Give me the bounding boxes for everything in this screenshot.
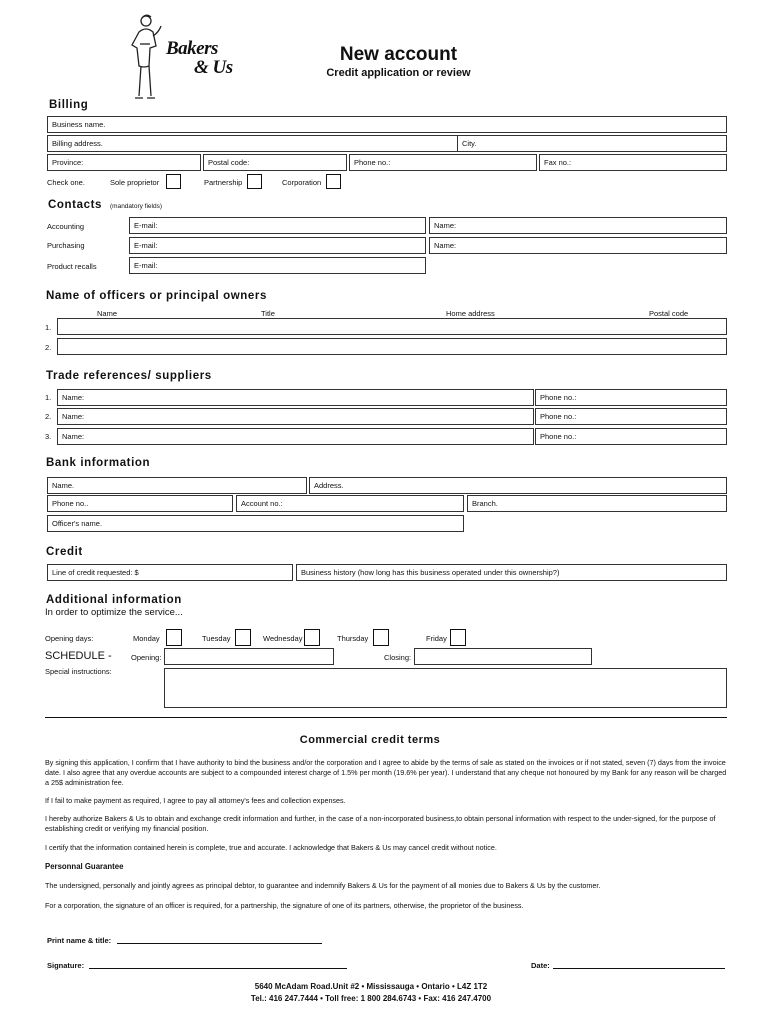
- corporation-checkbox[interactable]: [326, 174, 341, 189]
- footer-address: 5640 McAdam Road.Unit #2 • Mississauga • Ontario • L4Z 1T2: [254, 982, 488, 991]
- purchasing-email-field[interactable]: [129, 237, 426, 254]
- terms-paragraph-6: For a corporation, the signature of an officer is required, for a partnership, the signature of one of its partners, otherwise, the proprietor of the business.: [45, 901, 524, 910]
- trade-3-phone-field[interactable]: [535, 428, 727, 445]
- print-name-line[interactable]: [117, 943, 322, 944]
- bank-heading: Bank information: [46, 457, 151, 469]
- trade-row-number: 1.: [45, 393, 52, 402]
- trade-2-phone-field[interactable]: [535, 408, 727, 425]
- postal-code-label: Postal code:: [208, 158, 250, 167]
- date-line[interactable]: [553, 968, 725, 969]
- business-name-label: Business name.: [52, 120, 106, 129]
- bank-branch-label: Branch.: [472, 499, 498, 508]
- trade-3-name-field[interactable]: [57, 428, 534, 445]
- credit-heading: Credit: [46, 546, 83, 558]
- bank-branch-field[interactable]: [467, 495, 727, 512]
- check-one-label: Check one.: [47, 178, 85, 187]
- accounting-name-field[interactable]: [429, 217, 727, 234]
- bank-account-label: Account no.:: [241, 499, 283, 508]
- terms-heading: Commercial credit terms: [299, 734, 441, 746]
- bank-phone-field[interactable]: [47, 495, 233, 512]
- officers-col-name: Name: [97, 309, 118, 318]
- accounting-email-field[interactable]: [129, 217, 426, 234]
- trade-2-name-field[interactable]: [57, 408, 534, 425]
- purchasing-name-label: Name:: [434, 241, 457, 250]
- page-subtitle: Credit application or review: [326, 67, 471, 79]
- trade-phone-label: Phone no.:: [540, 432, 577, 441]
- sole-proprietor-label: Sole proprietor: [110, 178, 160, 187]
- partnership-checkbox[interactable]: [247, 174, 262, 189]
- business-name-field[interactable]: [47, 116, 727, 133]
- bank-address-field[interactable]: [309, 477, 727, 494]
- terms-paragraph-3: I hereby authorize Bakers & Us to obtain and exchange credit information and further, in the case of a non-incorporated business,to obtain personal information with respect to the under-signed, for the purpose of establishing credit or verifying my financial position.: [45, 814, 716, 833]
- officer-row-1-field[interactable]: [57, 318, 727, 335]
- officers-col-postal-code: Postal code: [649, 309, 689, 318]
- fax-field[interactable]: [539, 154, 727, 171]
- trade-name-label: Name:: [62, 432, 85, 441]
- fax-label: Fax no.:: [544, 158, 572, 167]
- billing-address-label: Billing address.: [52, 139, 103, 148]
- officers-col-title: Title: [261, 309, 275, 318]
- day-label-wednesday: Wednesday: [263, 634, 303, 643]
- officers-heading: Name of officers or principal owners: [46, 290, 267, 302]
- officers-col-home-address: Home address: [446, 309, 495, 318]
- bank-account-field[interactable]: [236, 495, 464, 512]
- closing-time-field[interactable]: [414, 648, 592, 665]
- brand-line-2: & Us: [194, 57, 233, 78]
- business-history-label: Business history (how long has this business operated under this ownership?): [301, 568, 560, 577]
- accounting-name-label: Name:: [434, 221, 457, 230]
- opening-label: Opening:: [131, 653, 162, 662]
- purchasing-email-label: E-mail:: [134, 241, 158, 250]
- trade-name-label: Name:: [62, 393, 85, 402]
- contacts-heading: Contacts: [48, 199, 103, 211]
- trade-name-label: Name:: [62, 412, 85, 421]
- bank-officer-label: Officer's name.: [52, 519, 103, 528]
- trade-1-phone-field[interactable]: [535, 389, 727, 406]
- terms-paragraph-5: The undersigned, personally and jointly agrees as principal debtor, to guarantee and indemnify Bakers & Us for the payment of all monies due to Bakers & Us by the customer.: [45, 881, 601, 890]
- officer-row-number: 2.: [45, 343, 52, 352]
- special-instructions-label: Special instructions:: [45, 667, 112, 676]
- sole-proprietor-checkbox[interactable]: [166, 174, 181, 189]
- day-label-thursday: Thursday: [337, 634, 369, 643]
- credit-line-label: Line of credit requested: $: [52, 568, 139, 577]
- special-instructions-field[interactable]: [164, 668, 727, 708]
- province-label: Province:: [52, 158, 84, 167]
- thursday-checkbox[interactable]: [373, 629, 389, 646]
- terms-paragraph-1: By signing this application, I confirm that I have authority to bind the business and/or the corporation and I agree to abide by the terms of sale as stated on the invoices or if not stated, seven (7) days from the invoice date. I also agree that any overdue accounts are subject to a compounded interest charge of 1.5% per month (19.6% per year). I understand that any cheque not honoured by my Bank for any reason will be charged a 25$ administration fee.: [45, 758, 727, 787]
- day-label-tuesday: Tuesday: [202, 634, 231, 643]
- phone-field[interactable]: [349, 154, 537, 171]
- terms-paragraph-4: I certify that the information contained herein is complete, true and accurate. I acknowledge that Bakers & Us may cancel credit without notice.: [45, 843, 497, 852]
- product-recalls-email-label: E-mail:: [134, 261, 158, 270]
- bank-name-field[interactable]: [47, 477, 307, 494]
- business-history-field[interactable]: [296, 564, 727, 581]
- credit-line-field[interactable]: [47, 564, 293, 581]
- bank-officer-field[interactable]: [47, 515, 464, 532]
- trade-phone-label: Phone no.:: [540, 412, 577, 421]
- partnership-label: Partnership: [204, 178, 243, 187]
- footer-contact: Tel.: 416 247.7444 • Toll free: 1 800 284.6743 • Fax: 416 247.4700: [250, 994, 492, 1003]
- wednesday-checkbox[interactable]: [304, 629, 320, 646]
- trade-row-number: 2.: [45, 412, 52, 421]
- monday-checkbox[interactable]: [166, 629, 182, 646]
- officer-row-2-field[interactable]: [57, 338, 727, 355]
- bank-address-label: Address.: [314, 481, 344, 490]
- contact-label-accounting: Accounting: [47, 222, 85, 231]
- day-label-friday: Friday: [426, 634, 447, 643]
- trade-row-number: 3.: [45, 432, 52, 441]
- trade-heading: Trade references/ suppliers: [46, 370, 212, 382]
- additional-subheading: In order to optimize the service...: [45, 607, 183, 618]
- bank-name-label: Name.: [52, 481, 75, 490]
- print-name-label: Print name & title:: [47, 936, 112, 945]
- phone-label: Phone no.:: [354, 158, 391, 167]
- additional-heading: Additional information: [46, 594, 182, 606]
- tuesday-checkbox[interactable]: [235, 629, 251, 646]
- day-label-monday: Monday: [133, 634, 160, 643]
- schedule-label: SCHEDULE -: [45, 650, 112, 662]
- contacts-note: (mandatory fields): [110, 203, 163, 210]
- trade-1-name-field[interactable]: [57, 389, 534, 406]
- section-divider: [45, 717, 727, 718]
- province-field[interactable]: [47, 154, 201, 171]
- bank-phone-label: Phone no..: [52, 499, 89, 508]
- officer-row-number: 1.: [45, 323, 52, 332]
- purchasing-name-field[interactable]: [429, 237, 727, 254]
- terms-paragraph-2: If I fail to make payment as required, I agree to pay all attorney's fees and collection expenses.: [45, 796, 346, 805]
- signature-label: Signature:: [47, 961, 85, 970]
- guarantee-heading: Personnal Guarantee: [45, 862, 124, 871]
- corporation-label: Corporation: [282, 178, 322, 187]
- closing-label: Closing:: [384, 653, 412, 662]
- product-recalls-email-field[interactable]: [129, 257, 426, 274]
- trade-phone-label: Phone no.:: [540, 393, 577, 402]
- billing-heading: Billing: [49, 99, 89, 111]
- opening-time-field[interactable]: [164, 648, 334, 665]
- opening-days-label: Opening days:: [45, 634, 94, 643]
- page-title: New account: [339, 44, 458, 65]
- accounting-email-label: E-mail:: [134, 221, 158, 230]
- contact-label-product-recalls: Product recalls: [47, 262, 97, 271]
- city-label: City.: [462, 139, 477, 148]
- date-label: Date:: [531, 961, 550, 970]
- signature-line[interactable]: [89, 968, 347, 969]
- brand-line-1: Bakers: [166, 38, 218, 59]
- billing-address-field[interactable]: [47, 135, 727, 152]
- friday-checkbox[interactable]: [450, 629, 466, 646]
- contact-label-purchasing: Purchasing: [47, 241, 85, 250]
- postal-code-field[interactable]: [203, 154, 347, 171]
